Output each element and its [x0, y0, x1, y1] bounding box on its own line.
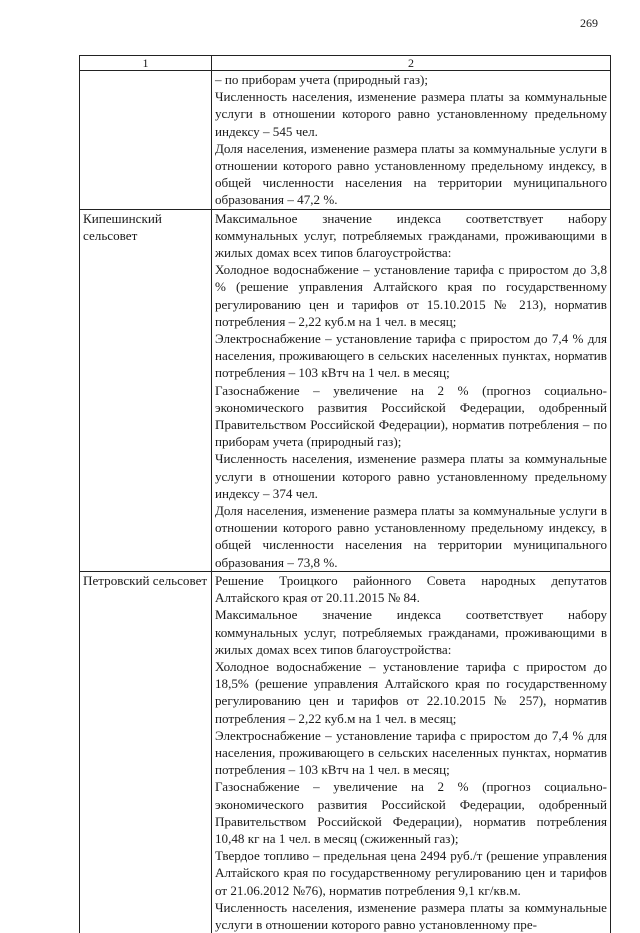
paragraph: Численность населения, изменение размера платы за коммунальные услуги в отношении которого равно установленному предельному индексу – 545 чел. — [215, 89, 607, 139]
paragraph: Электроснабжение – установление тарифа с приростом до 7,4 % для населения, проживающего в сельских населенных пунктах, норматив потребления – 103 кВтч на 1 чел. в месяц; — [215, 727, 607, 778]
description-cell — [212, 71, 611, 210]
header-row — [80, 56, 611, 71]
table-row — [80, 71, 611, 210]
tariff-table — [79, 55, 611, 933]
paragraph: Твердое топливо – предельная цена 2494 руб./т (решение управления Алтайского края по государственному регулированию цен и тарифов от 21.06.2012 №76), норматив потребления 9,1 кг/кв.м. — [215, 848, 607, 898]
municipality-cell: Петровский сельсовет — [80, 571, 212, 933]
paragraph: Холодное водоснабжение – установление тарифа с приростом до 3,8 % (решение управления Алтайского края по государственному регулированию цен и тарифов от 15.10.2015 № 213), норматив потребления – 2,22 куб.м на 1 чел. в месяц; — [215, 262, 607, 329]
paragraph: Газоснабжение – увеличение на 2 % (прогноз социально-экономического развития Российской Федерации, одобренный Правительством Российской Федерации), норматив потребления 10,48 кг на 1 чел. в месяц (сжиженный газ); — [215, 779, 607, 846]
column-header-1: 1 — [80, 56, 212, 71]
paragraph: Газоснабжение – увеличение на 2 % (прогноз социально-экономического развития Российской Федерации, одобренный Правительством Российской Федерации), норматив потребления – по приборам учета (природный газ); — [215, 382, 607, 450]
paragraph: Максимальное значение индекса соответствует набору коммунальных услуг, потребляемых гражданами, проживающими в жилых домах всех типов благоустройства: — [215, 607, 607, 657]
column-header-2: 2 — [212, 56, 611, 71]
paragraph: Максимальное значение индекса соответствует набору коммунальных услуг, потребляемых гражданами, проживающими в жилых домах всех типов благоустройства: — [215, 210, 607, 261]
paragraph: Численность населения, изменение размера платы за коммунальные услуги в отношении которого равно установленному пре- — [215, 899, 607, 932]
paragraph: Электроснабжение – установление тарифа с приростом до 7,4 % для населения, проживающего в сельских населенных пунктах, норматив потребления – 103 кВтч на 1 чел. в месяц; — [215, 331, 607, 381]
paragraph: Решение Троицкого районного Совета народных депутатов Алтайского края от 20.11.2015 № 84. — [215, 572, 607, 606]
description-cell — [212, 571, 611, 933]
page-number: 269 — [580, 16, 598, 30]
paragraph: Доля населения, изменение размера платы за коммунальные услуги в отношении которого равно установленному предельному индексу, в общей численности населения на территории муниципального образования – 73,8 %. — [215, 503, 607, 570]
table-row — [80, 209, 611, 571]
paragraph: Холодное водоснабжение – установление тарифа с приростом до 18,5% (решение управления Алтайского края по государственному регулированию цен и тарифов от 22.10.2015 № 257), норматив потребления – 2,22 куб.м на 1 чел. в месяц; — [215, 658, 607, 726]
description-cell — [212, 209, 611, 571]
paragraph: – по приборам учета (природный газ); — [215, 72, 428, 87]
municipality-cell: Кипешинский сельсовет — [80, 209, 212, 571]
table-row — [80, 571, 611, 933]
municipality-cell — [80, 71, 212, 210]
paragraph: Численность населения, изменение размера платы за коммунальные услуги в отношении которого равно установленному предельному индексу – 374 чел. — [215, 451, 607, 501]
paragraph: Доля населения, изменение размера платы за коммунальные услуги в отношении которого равно установленному предельному индексу, в общей численности населения на территории муниципального образования – 47,2 %. — [215, 140, 607, 208]
